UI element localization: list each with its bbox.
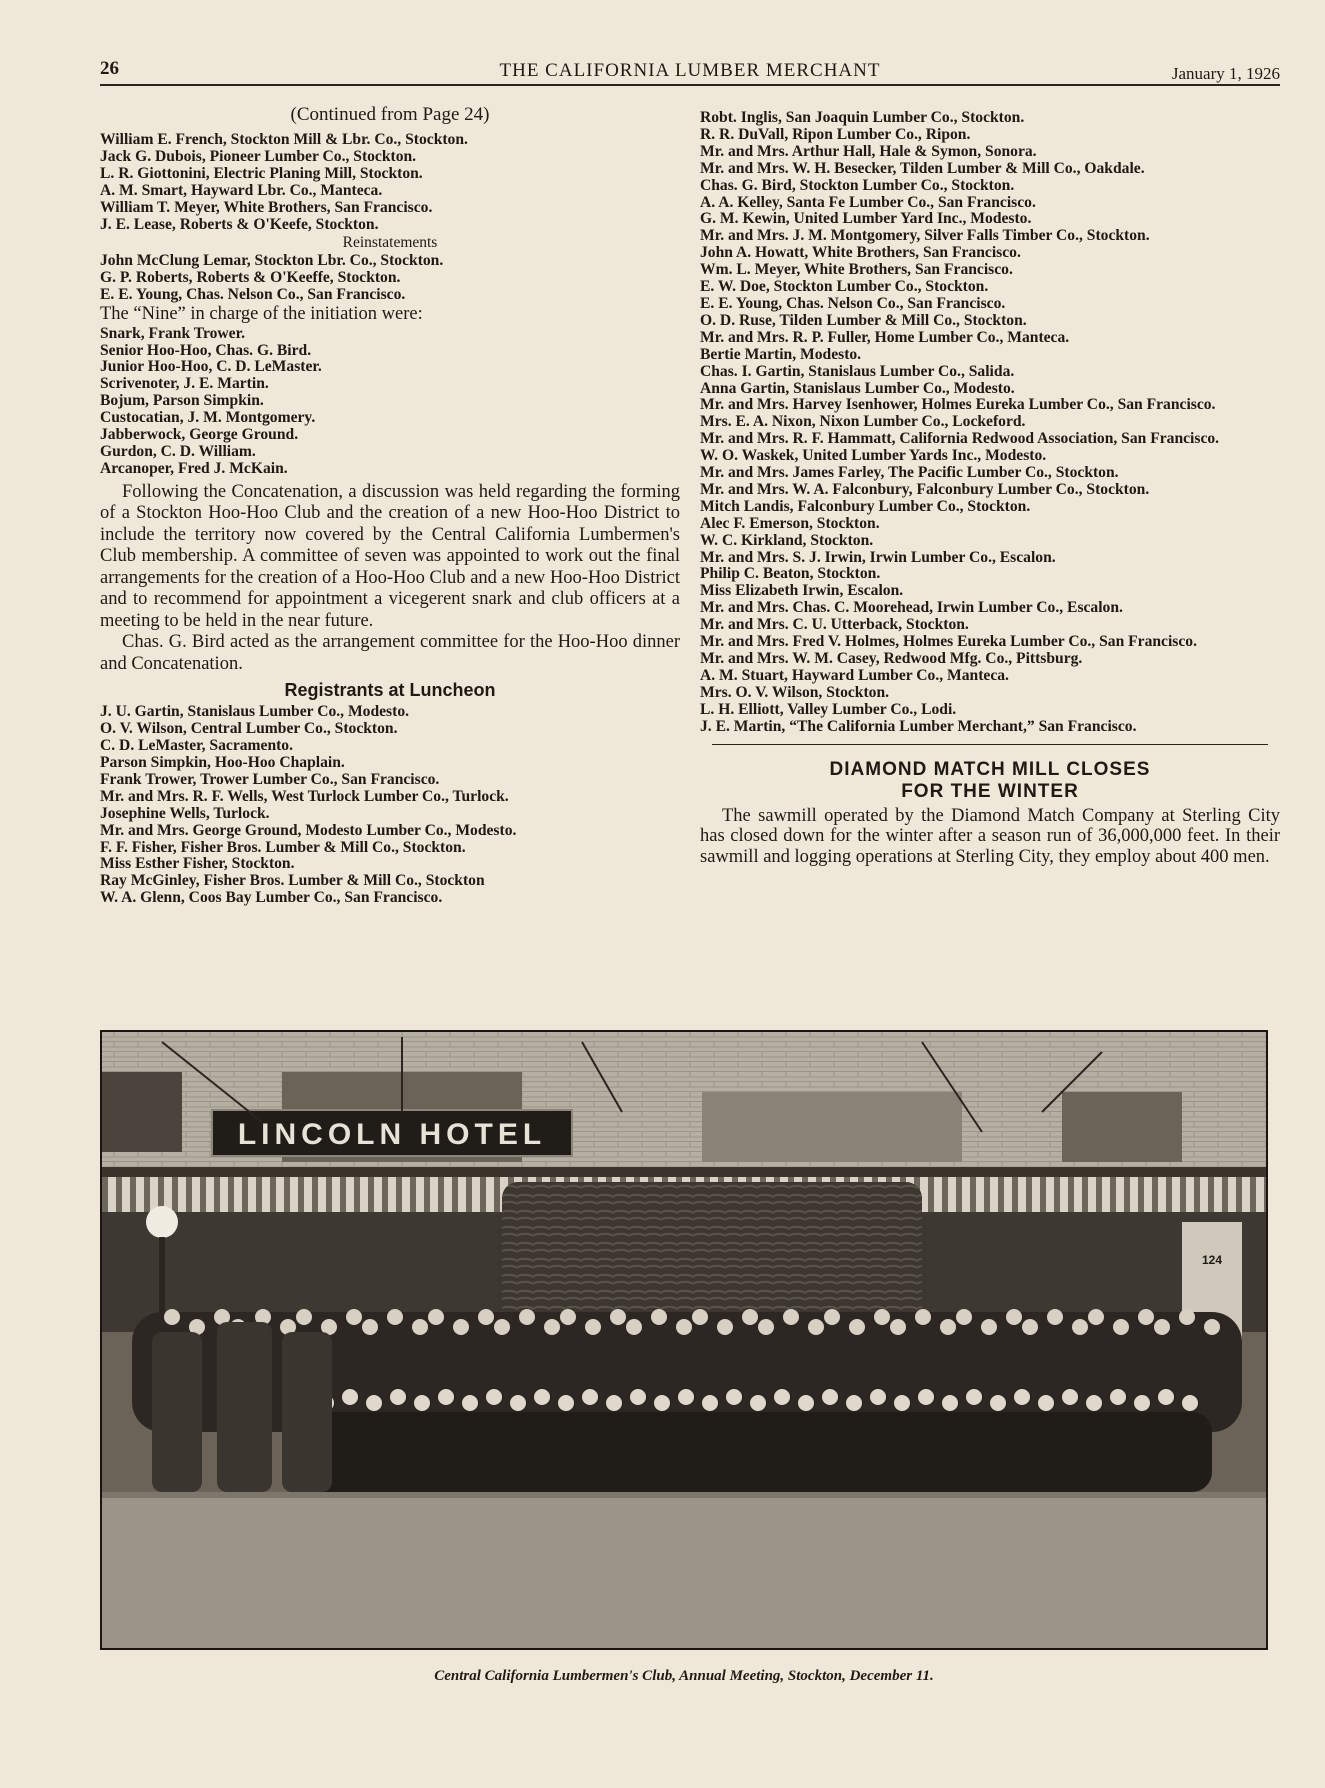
registrant-entry: W. C. Kirkland, Stockton.: [700, 531, 874, 549]
member-entry: Jack G. Dubois, Pioneer Lumber Co., Stockton.: [100, 147, 417, 165]
article-title-line2: FOR THE WINTER: [901, 780, 1079, 802]
nine-entry: Snark, Frank Trower.: [100, 324, 245, 342]
nine-entry: Bojum, Parson Simpkin.: [100, 392, 264, 410]
page-number: 26: [100, 58, 119, 79]
registrant-entry: Josephine Wells, Turlock.: [100, 804, 270, 822]
registrant-entry: W. O. Waskek, United Lumber Yards Inc., Modesto.: [700, 447, 1047, 465]
registrant-entry: John A. Howatt, White Brothers, San Francisco.: [700, 244, 1021, 262]
registrant-entry: Mr. and Mrs. George Ground, Modesto Lumber Co., Modesto.: [100, 821, 517, 839]
registrant-entry: Frank Trower, Trower Lumber Co., San Francisco.: [100, 770, 440, 788]
nine-entry: Scrivenoter, J. E. Martin.: [100, 375, 269, 393]
issue-date: January 1, 1926: [1171, 64, 1280, 83]
registrants-heading: Registrants at Luncheon: [284, 680, 496, 701]
registrant-entry: Mrs. O. V. Wilson, Stockton.: [700, 683, 890, 701]
registrant-entry: Mr. and Mrs. W. H. Besecker, Tilden Lumber & Mill Co., Oakdale.: [700, 159, 1145, 177]
registrant-entry: Chas. I. Gartin, Stanislaus Lumber Co., Salida.: [700, 362, 1015, 380]
registrant-entry: Mitch Landis, Falconbury Lumber Co., Stockton.: [700, 497, 1031, 515]
registrant-entry: Philip C. Beaton, Stockton.: [700, 565, 881, 583]
right-column: [700, 110, 1280, 867]
left-column: [100, 104, 680, 907]
registrant-entry: E. E. Young, Chas. Nelson Co., San Francisco.: [700, 294, 1006, 312]
registrant-entry: Bertie Martin, Modesto.: [700, 345, 862, 363]
registrant-entry: Anna Gartin, Stanislaus Lumber Co., Modesto.: [700, 379, 1015, 397]
header-rule: [100, 84, 1280, 86]
member-entry: A. M. Smart, Hayward Lbr. Co., Manteca.: [100, 181, 383, 199]
registrant-entry: Miss Elizabeth Irwin, Escalon.: [700, 582, 904, 600]
registrant-entry: E. W. Doe, Stockton Lumber Co., Stockton.: [700, 278, 989, 296]
door-number: 124: [1201, 1253, 1223, 1267]
registrant-entry: O. V. Wilson, Central Lumber Co., Stockton.: [100, 720, 398, 738]
registrant-entry: Mrs. E. A. Nixon, Nixon Lumber Co., Lockeford.: [700, 413, 1026, 431]
registrant-entry: J. E. Martin, “The California Lumber Merchant,” San Francisco.: [700, 717, 1137, 735]
registrant-entry: Chas. G. Bird, Stockton Lumber Co., Stockton.: [700, 176, 1015, 194]
reinstatement-entry: G. P. Roberts, Roberts & O'Keeffe, Stockton.: [100, 269, 401, 287]
registrant-entry: G. M. Kewin, United Lumber Yard Inc., Modesto.: [700, 210, 1032, 228]
nine-intro: The “Nine” in charge of the initiation were:: [100, 304, 423, 325]
registrant-entry: Mr. and Mrs. Fred V. Holmes, Holmes Eureka Lumber Co., San Francisco.: [700, 633, 1197, 651]
registrant-entry: Mr. and Mrs. W. A. Falconbury, Falconbury Lumber Co., Stockton.: [700, 480, 1150, 498]
publication-title: THE CALIFORNIA LUMBER MERCHANT: [499, 60, 881, 81]
registrant-entry: Alec F. Emerson, Stockton.: [700, 514, 880, 532]
registrant-entry: J. U. Gartin, Stanislaus Lumber Co., Modesto.: [100, 703, 410, 721]
registrant-entry: Wm. L. Meyer, White Brothers, San Francisco.: [700, 261, 1013, 279]
registrant-entry: F. F. Fisher, Fisher Bros. Lumber & Mill Co., Stockton.: [100, 838, 466, 856]
registrant-entry: R. R. DuVall, Ripon Lumber Co., Ripon.: [700, 125, 971, 143]
registrants-list-right: [700, 110, 1280, 736]
registrant-entry: W. A. Glenn, Coos Bay Lumber Co., San Francisco.: [100, 889, 443, 907]
continued-note: (Continued from Page 24): [290, 104, 490, 125]
reinstatement-entry: John McClung Lemar, Stockton Lbr. Co., Stockton.: [100, 252, 444, 270]
nine-entry: Custocatian, J. M. Montgomery.: [100, 409, 316, 427]
registrant-entry: A. A. Kelley, Santa Fe Lumber Co., San Francisco.: [700, 193, 1036, 211]
member-entry: L. R. Giottonini, Electric Planing Mill, Stockton.: [100, 164, 423, 182]
registrant-entry: L. H. Elliott, Valley Lumber Co., Lodi.: [700, 700, 957, 718]
nine-entry: Jabberwock, George Ground.: [100, 426, 299, 444]
registrant-entry: Miss Esther Fisher, Stockton.: [100, 855, 295, 873]
registrant-entry: Mr. and Mrs. R. F. Wells, West Turlock Lumber Co., Turlock.: [100, 787, 509, 805]
arrangement-paragraph: Chas. G. Bird acted as the arrangement committee for the Hoo-Hoo dinner and Concatenation.: [100, 632, 680, 674]
member-entry: William T. Meyer, White Brothers, San Francisco.: [100, 198, 433, 216]
registrant-entry: C. D. LeMaster, Sacramento.: [100, 737, 294, 755]
member-entry: J. E. Lease, Roberts & O'Keefe, Stockton.: [100, 215, 379, 233]
registrant-entry: Mr. and Mrs. Arthur Hall, Hale & Symon, Sonora.: [700, 142, 1037, 160]
article-body: The sawmill operated by the Diamond Match Company at Sterling City has closed down for the winter after a season run of 36,000,000 feet. In their sawmill and logging operations at Sterling City, they employ about 400 men.: [700, 805, 1280, 867]
registrant-entry: Robt. Inglis, San Joaquin Lumber Co., Stockton.: [700, 109, 1025, 126]
nine-entry: Arcanoper, Fred J. McKain.: [100, 459, 288, 477]
group-photo-illustration: [102, 1032, 1266, 1648]
reinstatements-list: [100, 253, 680, 304]
nine-entry: Junior Hoo-Hoo, C. D. LeMaster.: [100, 358, 322, 376]
photo-caption: Central California Lumbermen's Club, Annual Meeting, Stockton, December 11.: [434, 1668, 934, 1684]
registrant-entry: Mr. and Mrs. J. M. Montgomery, Silver Falls Timber Co., Stockton.: [700, 227, 1150, 245]
registrant-entry: Ray McGinley, Fisher Bros. Lumber & Mill Co., Stockton: [100, 872, 485, 890]
reinstatement-entry: E. E. Young, Chas. Nelson Co., San Francisco.: [100, 286, 406, 304]
registrant-entry: O. D. Ruse, Tilden Lumber & Mill Co., Stockton.: [700, 311, 1027, 329]
registrant-entry: Mr. and Mrs. Harvey Isenhower, Holmes Eureka Lumber Co., San Francisco.: [700, 396, 1216, 414]
article-separator: [712, 744, 1269, 745]
concatenation-paragraph: Following the Concatenation, a discussion was held regarding the forming of a Stockton Hoo-Hoo Club and the creation of a new Hoo-Hoo District to include the territory now covered by the Central California Lumbermen's Club membership. A committee of seven was appointed to work out the final arrangements for the creation of a Hoo-Hoo Club and a new Hoo-Hoo District and to recommend for appointment a vicegerent snark and club officers at a meeting to be held in the near future.: [100, 481, 680, 631]
hotel-sign-text: LINCOLN HOTEL: [237, 1118, 547, 1151]
registrant-entry: Mr. and Mrs. James Farley, The Pacific Lumber Co., Stockton.: [700, 464, 1119, 482]
registrant-entry: Mr. and Mrs. R. F. Hammatt, California Redwood Association, San Francisco.: [700, 430, 1220, 448]
registrant-entry: Mr. and Mrs. C. U. Utterback, Stockton.: [700, 616, 969, 634]
reinstatements-heading: Reinstatements: [342, 234, 438, 252]
member-list: [100, 132, 680, 233]
nine-entry: Senior Hoo-Hoo, Chas. G. Bird.: [100, 341, 312, 359]
nine-list: [100, 326, 680, 478]
registrant-entry: Parson Simpkin, Hoo-Hoo Chaplain.: [100, 754, 345, 772]
registrant-entry: Mr. and Mrs. S. J. Irwin, Irwin Lumber Co., Escalon.: [700, 548, 1056, 566]
registrant-entry: A. M. Stuart, Hayward Lumber Co., Manteca.: [700, 666, 1009, 684]
article-title-line1: DIAMOND MATCH MILL CLOSES: [829, 758, 1151, 780]
registrants-list-left: [100, 704, 680, 907]
group-photo: [100, 1030, 1268, 1650]
registrant-entry: Mr. and Mrs. Chas. C. Moorehead, Irwin Lumber Co., Escalon.: [700, 599, 1123, 617]
member-entry: William E. French, Stockton Mill & Lbr. Co., Stockton.: [100, 131, 468, 148]
nine-entry: Gurdon, C. D. William.: [100, 443, 256, 460]
registrant-entry: Mr. and Mrs. R. P. Fuller, Home Lumber Co., Manteca.: [700, 328, 1070, 346]
registrant-entry: Mr. and Mrs. W. M. Casey, Redwood Mfg. Co., Pittsburg.: [700, 650, 1083, 667]
